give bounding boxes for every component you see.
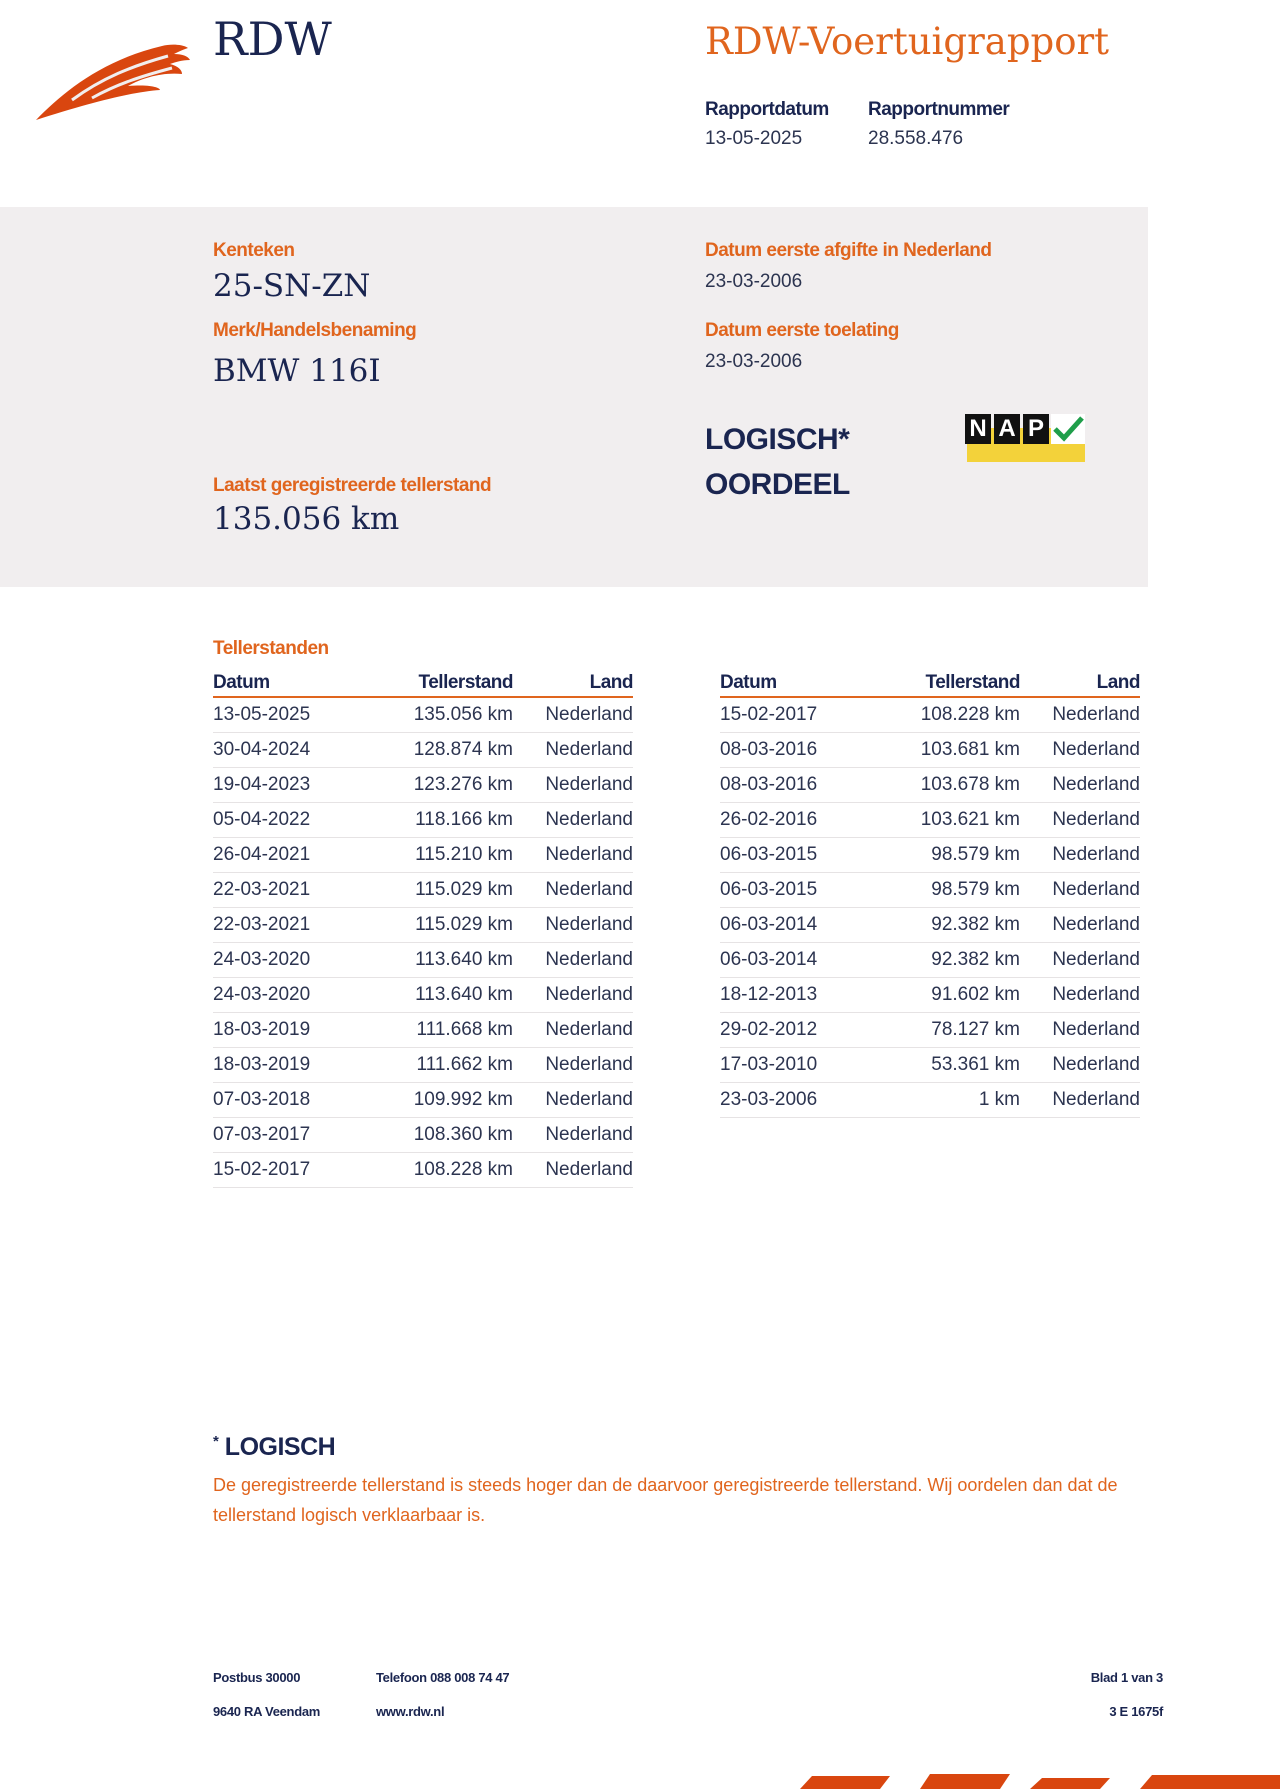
cell-datum: 26-02-2016 [720,809,818,830]
summary-panel-tab [0,586,130,589]
cell-land: Nederland [1052,739,1140,760]
cell-tellerstand: 135.056 km [413,704,513,725]
nap-letter-p: P [1023,414,1049,444]
cell-tellerstand: 108.360 km [413,1124,513,1145]
footer-blad: Blad 1 van 3 [1090,1670,1163,1685]
cell-datum: 18-12-2013 [720,984,818,1005]
table-row [213,873,633,908]
table-row [720,768,1140,803]
table-row [720,873,1140,908]
cell-datum: 06-03-2015 [720,879,818,900]
cell-land: Nederland [1052,704,1140,725]
cell-land: Nederland [1052,774,1140,795]
toelating-value: 23-03-2006 [705,351,803,372]
cell-tellerstand: 78.127 km [931,1019,1020,1040]
table-row [213,698,633,733]
cell-tellerstand: 115.029 km [415,914,513,935]
cell-datum: 13-05-2025 [213,704,311,725]
check-icon [1051,414,1085,444]
table-row [213,1153,633,1188]
cell-datum: 06-03-2014 [720,949,818,970]
cell-tellerstand: 123.276 km [413,774,513,795]
cell-datum: 17-03-2010 [720,1054,818,1075]
nap-letter-n: N [965,414,991,444]
readings-table-right [720,664,1140,1118]
cell-datum: 15-02-2017 [720,704,818,725]
cell-tellerstand: 108.228 km [920,704,1020,725]
cell-land: Nederland [545,704,633,725]
rapportdatum-label: Rapportdatum [705,99,829,120]
footer-telefoon: Telefoon 088 008 74 47 [376,1670,510,1685]
footer-stripes-icon [780,1772,1280,1789]
cell-tellerstand: 103.681 km [920,739,1020,760]
cell-datum: 29-02-2012 [720,1019,818,1040]
tellerstand-label: Laatst geregistreerde tellerstand [213,475,492,496]
kenteken-value: 25-SN-ZN [213,268,371,304]
cell-tellerstand: 103.678 km [920,774,1020,795]
cell-land: Nederland [545,774,633,795]
cell-tellerstand: 115.210 km [415,844,513,865]
cell-tellerstand: 103.621 km [920,809,1020,830]
cell-datum: 08-03-2016 [720,774,818,795]
cell-tellerstand: 98.579 km [931,879,1020,900]
table-row [213,768,633,803]
cell-datum: 23-03-2006 [720,1089,818,1110]
kenteken-label: Kenteken [213,240,295,261]
afgifte-label: Datum eerste afgifte in Nederland [705,240,992,261]
col-tellerstand: Tellerstand [925,672,1020,693]
table-row [213,943,633,978]
footer-code: 3 E 1675f [1109,1704,1163,1719]
note-title-text: LOGISCH [224,1433,336,1461]
table-row [213,803,633,838]
cell-tellerstand: 128.874 km [413,739,513,760]
table-row [213,978,633,1013]
rapportnummer-label: Rapportnummer [868,99,1010,120]
cell-land: Nederland [545,914,633,935]
table-row [720,733,1140,768]
nap-badge [965,414,1085,462]
cell-datum: 07-03-2017 [213,1124,311,1145]
cell-tellerstand: 115.029 km [415,879,513,900]
note-text: De geregistreerde tellerstand is steeds hoger dan de daarvoor geregistreerde tellerstand. Wij oordelen dan dat de tellerstand logisch verklaarbaar is. [213,1475,1118,1525]
footer-website[interactable]: www.rdw.nl [376,1704,445,1719]
table-row [213,1048,633,1083]
note-title [213,1433,335,1462]
cell-land: Nederland [1052,1089,1140,1110]
cell-datum: 30-04-2024 [213,739,311,760]
rdw-logo-icon [32,38,192,124]
cell-tellerstand: 113.640 km [415,984,513,1005]
table-row [213,908,633,943]
cell-land: Nederland [1052,949,1140,970]
cell-datum: 26-04-2021 [213,844,311,865]
readings-table-left [213,664,633,1188]
merk-value: BMW 116I [213,353,381,389]
col-land: Land [1096,672,1140,693]
table-row [720,698,1140,733]
cell-tellerstand: 109.992 km [413,1089,513,1110]
table-row [720,943,1140,978]
table-row [213,1083,633,1118]
nap-letter-a: A [994,414,1020,444]
col-datum: Datum [213,672,270,693]
cell-land: Nederland [545,1159,633,1180]
col-tellerstand: Tellerstand [418,672,513,693]
col-datum: Datum [720,672,777,693]
afgifte-value: 23-03-2006 [705,271,803,292]
cell-datum: 24-03-2020 [213,949,311,970]
merk-label: Merk/Handelsbenaming [213,320,417,341]
table-row [720,978,1140,1013]
cell-land: Nederland [1052,984,1140,1005]
cell-land: Nederland [1052,809,1140,830]
footer-postbus: Postbus 30000 [213,1670,301,1685]
table-row [720,803,1140,838]
cell-tellerstand: 1 km [978,1089,1020,1110]
cell-tellerstand: 98.579 km [931,844,1020,865]
col-land: Land [589,672,633,693]
cell-tellerstand: 108.228 km [413,1159,513,1180]
table-row [213,733,633,768]
summary-panel [0,207,1148,587]
cell-tellerstand: 118.166 km [415,809,513,830]
cell-datum: 22-03-2021 [213,914,311,935]
table-header [213,664,633,698]
cell-datum: 22-03-2021 [213,879,311,900]
table-row [213,1118,633,1153]
cell-land: Nederland [1052,844,1140,865]
cell-tellerstand: 111.668 km [416,1019,513,1040]
cell-datum: 06-03-2014 [720,914,818,935]
cell-datum: 07-03-2018 [213,1089,311,1110]
table-row [720,1048,1140,1083]
cell-datum: 15-02-2017 [213,1159,311,1180]
table-row [720,1083,1140,1118]
table-row [720,908,1140,943]
cell-datum: 18-03-2019 [213,1054,311,1075]
oordeel-line1: LOGISCH* [705,423,850,456]
cell-land: Nederland [545,984,633,1005]
cell-land: Nederland [545,1089,633,1110]
cell-tellerstand: 92.382 km [931,914,1020,935]
cell-land: Nederland [545,1124,633,1145]
cell-land: Nederland [545,844,633,865]
cell-datum: 06-03-2015 [720,844,818,865]
cell-datum: 18-03-2019 [213,1019,311,1040]
cell-tellerstand: 92.382 km [931,949,1020,970]
cell-land: Nederland [545,1054,633,1075]
cell-tellerstand: 111.662 km [416,1054,513,1075]
cell-datum: 24-03-2020 [213,984,311,1005]
readings-title: Tellerstanden [213,638,329,659]
cell-tellerstand: 91.602 km [931,984,1020,1005]
cell-land: Nederland [545,809,633,830]
cell-land: Nederland [1052,879,1140,900]
table-row [213,1013,633,1048]
cell-datum: 19-04-2023 [213,774,311,795]
rapportdatum-value: 13-05-2025 [705,128,803,149]
cell-land: Nederland [1052,1054,1140,1075]
oordeel-line2: OORDEEL [705,468,850,501]
cell-land: Nederland [1052,1019,1140,1040]
cell-land: Nederland [545,879,633,900]
table-row [213,838,633,873]
cell-tellerstand: 113.640 km [415,949,513,970]
table-row [720,838,1140,873]
cell-datum: 05-04-2022 [213,809,311,830]
note-star: * [213,1433,219,1450]
cell-land: Nederland [545,949,633,970]
tellerstand-value: 135.056 km [213,501,400,537]
cell-land: Nederland [1052,914,1140,935]
footer-plaats: 9640 RA Veendam [213,1704,321,1719]
summary-panel-corner [0,558,130,586]
table-row [720,1013,1140,1048]
cell-land: Nederland [545,1019,633,1040]
toelating-label: Datum eerste toelating [705,320,899,341]
cell-land: Nederland [545,739,633,760]
brand-name: RDW [213,12,332,66]
table-header [720,664,1140,698]
report-title: RDW-Voertuigrapport [705,20,1110,63]
rapportnummer-value: 28.558.476 [868,128,964,149]
cell-datum: 08-03-2016 [720,739,818,760]
cell-tellerstand: 53.361 km [931,1054,1020,1075]
